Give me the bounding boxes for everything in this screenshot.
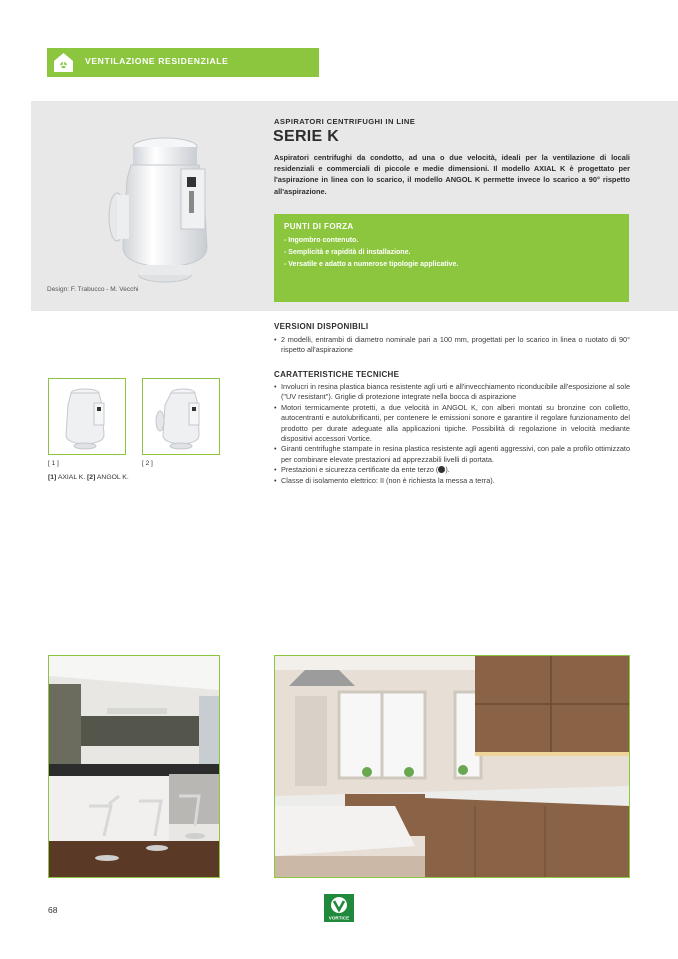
vortice-logo [324,894,354,922]
caption-text-2: ANGOL K. [95,474,129,481]
house-fan-icon [53,52,74,73]
strengths-box [274,214,629,302]
caption-num-1: [1] [48,474,57,481]
list-item: - Semplicità e rapidità di installazione. [284,249,411,256]
model-thumb-axial [48,378,126,455]
list-item: • 2 modelli, entrambi di diametro nominale pari a 100 mm, progettati per lo scarico in linea o ruotato di 90° rispetto all'aspirazione [274,335,630,356]
axial-k-image [49,379,125,454]
models-caption [48,474,129,481]
list-item [274,465,630,475]
svg-text:VORTICE: VORTICE [328,915,350,921]
list-item: • Motori termicamente protetti, a due velocità in ANGOL K, con alberi montati su bronzine con colletto, autocentranti e autolubrificanti, per contenere le emissioni sonore e garantire il regolare funzionamento del prodotto per durate adeguate alla applicazioni tipiche. Possibilità di regolazione in velocità mediante dispositivi accessori Vortice. [274,403,630,445]
kitchen-island-image [49,656,219,877]
list-item: - Ingombro contenuto. [284,237,359,244]
model-thumb-angol [142,378,220,455]
list-item: - Versatile e adatto a numerose tipologie applicative. [284,261,459,268]
section-banner [47,48,319,77]
kitchen-photo-2 [274,655,630,878]
product-title: SERIE K [273,128,340,145]
thumb-label-2: [ 2 ] [142,460,153,467]
product-intro: Aspiratori centrifughi da condotto, ad una o due velocità, ideali per la ventilazione di locali residenziali e commerciali di piccole e medie dimensioni. Il modello AXIAL K è progettato per l'aspirazione in linea con lo scarico, il modello ANGOL K permette invece lo scarico a 90° rispetto all'aspirazione. [274,153,630,196]
specs-title: CARATTERISTICHE TECNICHE [274,370,400,379]
versions-title: VERSIONI DISPONIBILI [274,322,369,331]
cert-text-end: ). [445,465,450,475]
design-credit: Design: F. Trabucco - M. Vecchi [47,286,139,293]
caption-num-2: [2] [87,474,96,481]
versions-list [274,335,630,356]
caption-text-1: AXIAL K. [56,474,88,481]
list-item: • Involucri in resina plastica bianca resistente agli urti e all'invecchiamento riconducibile all'esposizione al sole ("UV resistant"). Griglie di protezione integrate nella bocca di aspirazione [274,382,630,403]
specs-list [274,382,630,486]
wood-kitchen-image [275,656,629,877]
strengths-list [284,235,458,271]
strengths-title: PUNTI DI FORZA [284,222,354,231]
list-item: • Classe di isolamento elettrico: II (non è richiesta la messa a terra). [274,476,630,486]
angol-k-image [143,379,219,454]
kitchen-photo-1 [48,655,220,878]
page-number: 68 [48,905,58,915]
product-image [103,117,243,292]
section-label: VENTILAZIONE RESIDENZIALE [85,56,229,66]
thumb-label-1: [ 1 ] [48,460,59,467]
list-item: • Giranti centrifughe stampate in resina plastica resistente agli agenti aggressivi, con pale a profilo ottimizzato per combinare elevate prestazioni ad apprezzabili livelli di portata. [274,444,630,465]
product-kicker: ASPIRATORI CENTRIFUGHI IN LINE [274,117,416,126]
cert-text: Prestazioni e sicurezza certificate da ente terzo ( [281,465,439,475]
